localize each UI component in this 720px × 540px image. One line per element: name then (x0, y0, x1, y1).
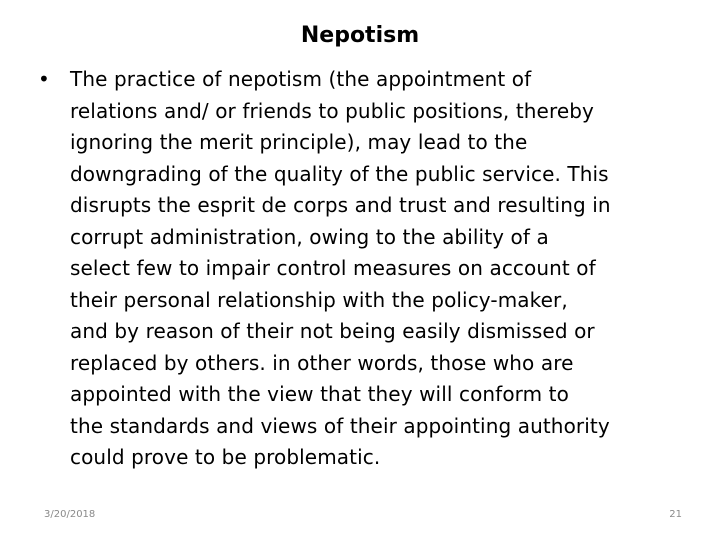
bullet-text (70, 64, 694, 474)
page-number: 21 (669, 509, 682, 520)
footer-date: 3/20/2018 (44, 509, 96, 520)
bullet-line: the standards and views of their appointing authority (70, 413, 610, 438)
bullet-line: and by reason of their not being easily dismissed or (70, 319, 595, 343)
bullet-line: replaced by others. in other words, those who are (70, 350, 574, 375)
bullet-line: appointed with the view that they will conform to (70, 382, 569, 406)
bullet-line: The practice of nepotism (the appointment of (70, 67, 532, 91)
bullet-line: relations and/ or friends to public positions, thereby (70, 98, 594, 123)
bullet-line: select few to impair control measures on account of (70, 256, 596, 280)
slide-title: Nepotism (300, 23, 420, 48)
bullet-line: disrupts the esprit de corps and trust and resulting in (70, 193, 611, 217)
bullet-line: corrupt administration, owing to the ability of a (70, 224, 549, 249)
bullet-line: ignoring the merit principle), may lead to the (70, 130, 528, 154)
bullet-line: their personal relationship with the policy-maker, (70, 287, 568, 312)
bullet-line: could prove to be problematic. (70, 445, 381, 469)
bullet-marker: • (38, 67, 50, 91)
bullet-line: downgrading of the quality of the public service. This (70, 161, 609, 186)
bullet-item (38, 64, 698, 474)
